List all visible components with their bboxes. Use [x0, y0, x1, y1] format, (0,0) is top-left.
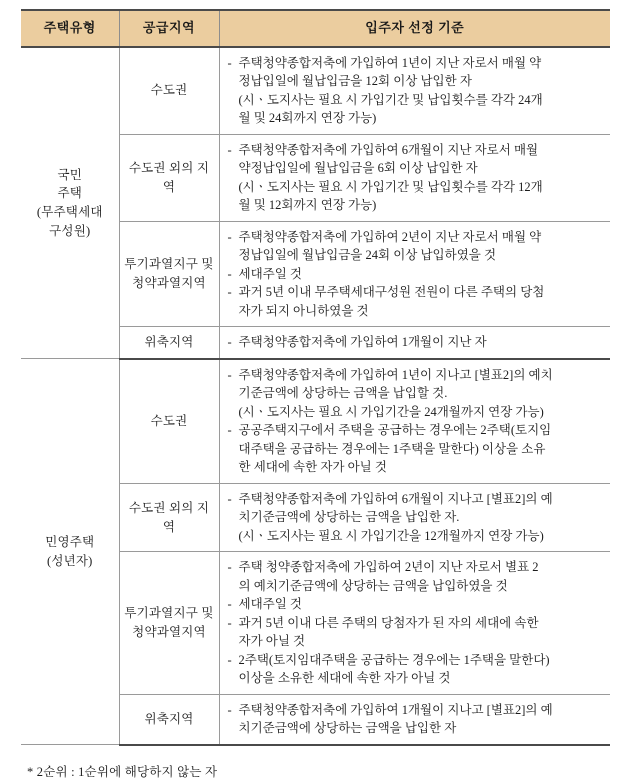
criteria-line: 월 및 24회까지 연장 가능) — [238, 111, 377, 126]
criteria-line: 의 예치기준금액에 상당하는 금액을 납입하였을 것 — [238, 578, 508, 593]
criteria-line: 주택청약종합저축에 가입하여 6개월이 지난 자로서 매월 — [238, 142, 539, 157]
supply-region-cell: 수도권 — [119, 359, 219, 484]
criteria-line: 주택 청약종합저축에 가입하여 2년이 지난 자로서 별표 2 — [238, 560, 539, 575]
criteria-item — [227, 701, 605, 738]
criteria-list — [227, 701, 605, 738]
criteria-line: 2주택(토지임대주택을 공급하는 경우에는 1주택을 말한다) — [238, 652, 550, 667]
criteria-item — [227, 403, 605, 422]
supply-region-cell: 위축지역 — [119, 694, 219, 745]
column-header-selection-criteria: 입주자 선정 기준 — [219, 10, 610, 47]
criteria-line: 대주택을 공급하는 경우에는 1주택을 말한다) 이상을 소유 — [238, 441, 546, 456]
criteria-line: 치기준금액에 상당하는 금액을 납입한 자 — [238, 721, 457, 736]
criteria-list — [227, 333, 605, 352]
criteria-list — [227, 54, 605, 128]
housing-type-cell: 민영주택 (성년자) — [21, 359, 119, 745]
supply-region-cell: 투기과열지구 및 청약과열지역 — [119, 552, 219, 695]
selection-criteria-cell — [219, 359, 610, 484]
header-row — [21, 10, 610, 47]
criteria-item — [227, 228, 605, 265]
criteria-line: 자가 되지 아니하였을 것 — [238, 303, 369, 318]
criteria-line: 주택청약종합저축에 가입하여 6개월이 지나고 [별표2]의 예 — [238, 491, 553, 506]
selection-criteria-cell — [219, 327, 610, 359]
criteria-line: 기준금액에 상당하는 금액을 납입할 것. — [238, 386, 448, 401]
housing-type-cell: 국민 주택 (무주택세대 구성원) — [21, 47, 119, 359]
criteria-line: 한 세대에 속한 자가 아닐 것 — [238, 460, 387, 475]
criteria-line: (시ㆍ도지사는 필요 시 가입기간 및 납입횟수를 각각 12개 — [238, 179, 543, 194]
housing-criteria-table — [21, 9, 610, 746]
criteria-item — [227, 490, 605, 527]
criteria-item — [227, 178, 605, 215]
criteria-line: (시ㆍ도지사는 필요 시 가입기간을 12개월까지 연장 가능) — [238, 528, 544, 543]
table-header — [21, 10, 610, 47]
criteria-item — [227, 614, 605, 651]
criteria-line: 주택청약종합저축에 가입하여 2년이 지난 자로서 매월 약 — [238, 229, 542, 244]
criteria-list — [227, 558, 605, 688]
criteria-line: 주택청약종합저축에 가입하여 1년이 지나고 [별표2]의 예치 — [238, 367, 553, 382]
criteria-list — [227, 228, 605, 321]
supply-region-cell: 투기과열지구 및 청약과열지역 — [119, 221, 219, 327]
criteria-list — [227, 141, 605, 215]
criteria-line: 과거 5년 이내 무주택세대구성원 전원이 다른 주택의 당첨 — [238, 285, 545, 300]
criteria-line: 공공주택지구에서 주택을 공급하는 경우에는 2주택(토지임 — [238, 423, 552, 438]
criteria-item — [227, 595, 605, 614]
criteria-item — [227, 527, 605, 546]
selection-criteria-cell — [219, 47, 610, 135]
selection-criteria-cell — [219, 134, 610, 221]
criteria-line: 약정납입일에 월납입금을 6회 이상 납입한 자 — [238, 161, 478, 176]
supply-region-cell: 수도권 — [119, 47, 219, 135]
criteria-item — [227, 366, 605, 403]
criteria-item — [227, 651, 605, 688]
criteria-item — [227, 283, 605, 320]
selection-criteria-cell — [219, 552, 610, 695]
criteria-list — [227, 366, 605, 477]
criteria-item — [227, 265, 605, 284]
criteria-list — [227, 490, 605, 546]
table-row — [21, 359, 610, 484]
table-body — [21, 47, 610, 745]
supply-region-cell: 수도권 외의 지역 — [119, 483, 219, 552]
criteria-line: 세대주일 것 — [238, 597, 303, 612]
supply-region-cell: 수도권 외의 지역 — [119, 134, 219, 221]
criteria-line: (시ㆍ도지사는 필요 시 가입기간을 24개월까지 연장 가능) — [238, 404, 544, 419]
criteria-line: 자가 아닐 것 — [238, 634, 306, 649]
criteria-line: (시ㆍ도지사는 필요 시 가입기간 및 납입횟수를 각각 24개 — [238, 92, 543, 107]
supply-region-cell: 위축지역 — [119, 327, 219, 359]
column-header-housing-type: 주택유형 — [21, 10, 119, 47]
criteria-item — [227, 421, 605, 477]
table-row — [21, 47, 610, 135]
criteria-line: 정납입일에 월납입금을 12회 이상 납입한 자 — [238, 74, 472, 89]
criteria-item — [227, 333, 605, 352]
criteria-line: 치기준금액에 상당하는 금액을 납입한 자. — [238, 510, 460, 525]
criteria-item — [227, 141, 605, 178]
criteria-line: 주택청약종합저축에 가입하여 1개월이 지나고 [별표2]의 예 — [238, 702, 553, 717]
criteria-item — [227, 54, 605, 91]
criteria-line: 세대주일 것 — [238, 266, 303, 281]
criteria-item — [227, 91, 605, 128]
selection-criteria-cell — [219, 694, 610, 745]
criteria-line: 주택청약종합저축에 가입하여 1개월이 지난 자 — [238, 335, 487, 350]
selection-criteria-cell — [219, 483, 610, 552]
criteria-line: 주택청약종합저축에 가입하여 1년이 지난 자로서 매월 약 — [238, 55, 542, 70]
criteria-line: 과거 5년 이내 다른 주택의 당첨자가 된 자의 세대에 속한 — [238, 615, 539, 630]
footnote-second-priority: * 2순위 : 1순위에 해당하지 않는 자 — [27, 764, 218, 779]
criteria-line: 이상을 소유한 세대에 속한 자가 아닐 것 — [238, 671, 451, 686]
criteria-line: 정납입일에 월납입금을 24회 이상 납입하였을 것 — [238, 248, 497, 263]
criteria-line: 월 및 12회까지 연장 가능) — [238, 198, 377, 213]
column-header-supply-region: 공급지역 — [119, 10, 219, 47]
selection-criteria-cell — [219, 221, 610, 327]
criteria-item — [227, 558, 605, 595]
